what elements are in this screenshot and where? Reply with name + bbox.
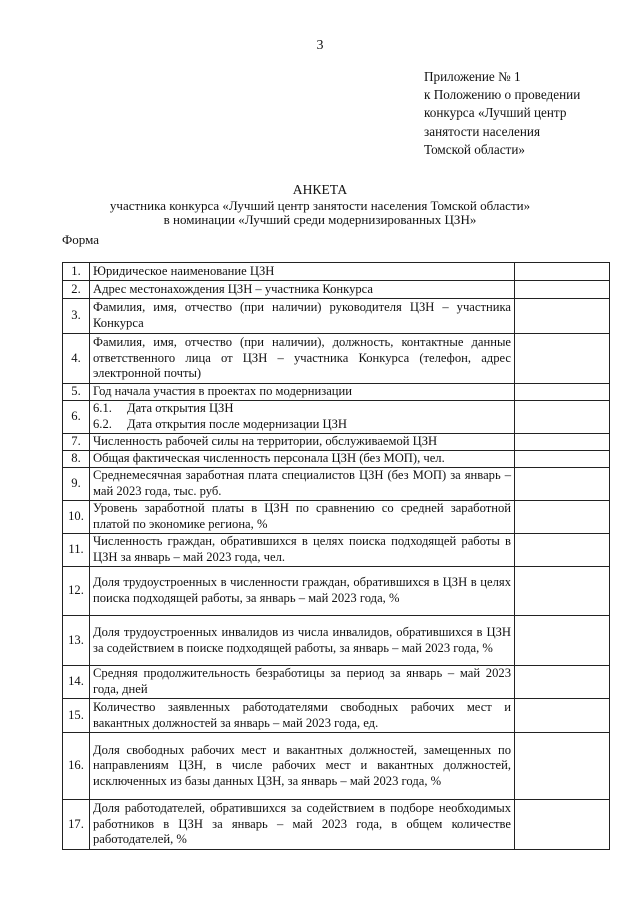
table-row bbox=[63, 699, 610, 733]
answer-cell[interactable] bbox=[515, 334, 610, 384]
row-question: Фамилия, имя, отчество (при наличии), должность, контактные данные ответственного лица от ЦЗН – участника Конкурса (телефон, адрес электронной почты) bbox=[90, 334, 515, 384]
answer-cell[interactable] bbox=[515, 733, 610, 800]
table-row bbox=[63, 299, 610, 334]
row-question: Средняя продолжительность безработицы за период за январь – май 2023 года, дней bbox=[90, 666, 515, 699]
table-row bbox=[63, 468, 610, 501]
row-question: Численность граждан, обратившихся в целях поиска подходящей работы в ЦЗН за январь – май 2023 года, чел. bbox=[90, 534, 515, 567]
table-row bbox=[63, 334, 610, 384]
sub-item-number: 6.2. bbox=[93, 417, 112, 431]
answer-cell[interactable] bbox=[515, 299, 610, 334]
table-row bbox=[63, 800, 610, 850]
table-row bbox=[63, 666, 610, 699]
sub-item-number: 6.1. bbox=[93, 401, 112, 416]
row-question: Доля трудоустроенных инвалидов из числа инвалидов, обратившихся в ЦЗН за содействием в поиске подходящей работы, за январь – май 2023 года, % bbox=[90, 616, 515, 666]
appendix-line: к Положению о проведении bbox=[424, 87, 581, 103]
row-number: 11. bbox=[63, 534, 90, 567]
sub-item-label: Дата открытия ЦЗН bbox=[127, 401, 234, 416]
row-number: 17. bbox=[63, 800, 90, 850]
row-number: 16. bbox=[63, 733, 90, 800]
row-question: Уровень заработной платы в ЦЗН по сравнению со средней заработной платой по экономике региона, % bbox=[90, 501, 515, 534]
sub-item-label: Дата открытия после модернизации ЦЗН bbox=[127, 417, 348, 431]
nomination-line: в номинации «Лучший среди модернизированных ЦЗН» bbox=[163, 212, 477, 228]
answer-cell[interactable] bbox=[515, 451, 610, 468]
row-number: 8. bbox=[63, 451, 90, 468]
row-number: 12. bbox=[63, 567, 90, 616]
document-subtitle: участника конкурса «Лучший центр занятости населения Томской области» bbox=[109, 197, 531, 213]
answer-cell[interactable] bbox=[515, 567, 610, 616]
table-row bbox=[63, 501, 610, 534]
row-number: 4. bbox=[63, 334, 90, 384]
answer-cell[interactable] bbox=[515, 434, 610, 451]
table-row bbox=[63, 281, 610, 299]
row-number: 7. bbox=[63, 434, 90, 451]
table-row bbox=[63, 534, 610, 567]
answer-cell[interactable] bbox=[515, 263, 610, 281]
appendix-note bbox=[424, 68, 624, 159]
row-number: 2. bbox=[63, 281, 90, 299]
sub-item bbox=[93, 401, 511, 417]
row-number: 15. bbox=[63, 699, 90, 733]
row-question: Количество заявленных работодателями свободных рабочих мест и вакантных должностей за январь – май 2023 года, ед. bbox=[90, 699, 515, 733]
row-number: 10. bbox=[63, 501, 90, 534]
answer-cell[interactable] bbox=[515, 616, 610, 666]
table-row bbox=[63, 263, 610, 281]
row-question: Юридическое наименование ЦЗН bbox=[90, 263, 515, 281]
answer-cell[interactable] bbox=[515, 384, 610, 401]
table-row bbox=[63, 733, 610, 800]
row-question: Доля трудоустроенных в численности граждан, обратившихся в ЦЗН в целях поиска подходящей работы, за январь – май 2023 года, % bbox=[90, 567, 515, 616]
row-question: Доля свободных рабочих мест и вакантных должностей, замещенных по направлениям ЦЗН, в числе рабочих мест и вакантных должностей, исключенных из базы данных ЦЗН, за январь – май 2023 года, % bbox=[90, 733, 515, 800]
document-title-block bbox=[0, 183, 640, 228]
answer-cell[interactable] bbox=[515, 666, 610, 699]
table-row bbox=[63, 434, 610, 451]
form-label: Форма bbox=[62, 232, 99, 247]
appendix-line: Приложение № 1 bbox=[424, 69, 521, 84]
answer-cell[interactable] bbox=[515, 401, 610, 434]
row-number: 6. bbox=[63, 401, 90, 434]
row-number: 3. bbox=[63, 299, 90, 334]
table-row bbox=[63, 567, 610, 616]
row-question: Фамилия, имя, отчество (при наличии) руководителя ЦЗН – участника Конкурса bbox=[90, 299, 515, 334]
row-question: Численность рабочей силы на территории, обслуживаемой ЦЗН bbox=[90, 434, 515, 451]
questionnaire-table bbox=[62, 262, 610, 850]
table-row bbox=[63, 451, 610, 468]
row-number: 9. bbox=[63, 468, 90, 501]
table-row bbox=[63, 401, 610, 434]
row-question: Год начала участия в проектах по модернизации bbox=[90, 384, 515, 401]
row-number: 14. bbox=[63, 666, 90, 699]
row-number: 1. bbox=[63, 263, 90, 281]
answer-cell[interactable] bbox=[515, 534, 610, 567]
answer-cell[interactable] bbox=[515, 501, 610, 534]
row-number: 5. bbox=[63, 384, 90, 401]
answer-cell[interactable] bbox=[515, 800, 610, 850]
answer-cell[interactable] bbox=[515, 468, 610, 501]
row-question: Доля работодателей, обратившихся за содействием в подборе необходимых работников в ЦЗН за январь – май 2023 года, в общем количестве работодателей, % bbox=[90, 800, 515, 850]
row-question bbox=[90, 401, 515, 434]
answer-cell[interactable] bbox=[515, 281, 610, 299]
table-row bbox=[63, 616, 610, 666]
row-number: 13. bbox=[63, 616, 90, 666]
row-question: Адрес местонахождения ЦЗН – участника Конкурса bbox=[90, 281, 515, 299]
appendix-line: занятости населения bbox=[424, 123, 541, 139]
appendix-line: конкурса «Лучший центр bbox=[424, 105, 567, 121]
appendix-line: Томской области» bbox=[424, 141, 525, 157]
row-question: Среднемесячная заработная плата специалистов ЦЗН (без МОП) за январь – май 2023 года, тыс. руб. bbox=[90, 468, 515, 501]
table-row bbox=[63, 384, 610, 401]
page-number: 3 bbox=[316, 38, 324, 53]
sub-item bbox=[93, 417, 511, 433]
document-title: АНКЕТА bbox=[292, 182, 348, 197]
row-question: Общая фактическая численность персонала ЦЗН (без МОП), чел. bbox=[90, 451, 515, 468]
answer-cell[interactable] bbox=[515, 699, 610, 733]
